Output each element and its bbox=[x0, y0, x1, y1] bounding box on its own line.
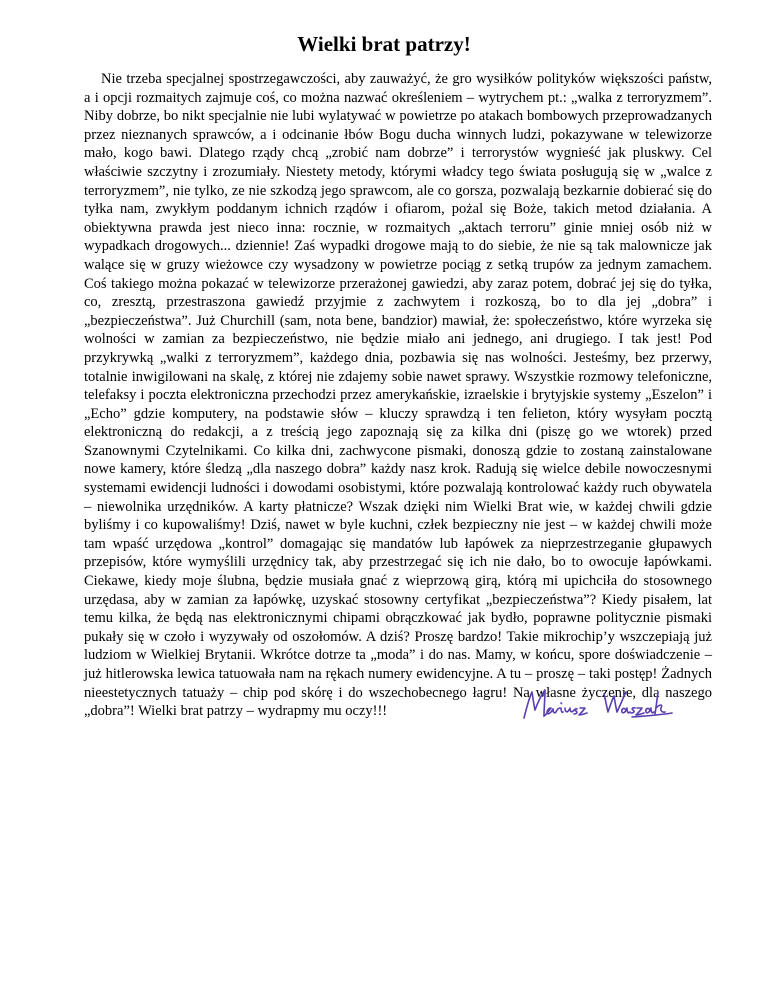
page-title: Wielki brat patrzy! bbox=[297, 32, 471, 56]
signature-image bbox=[520, 684, 692, 730]
handwritten-signature bbox=[520, 684, 692, 730]
article-body: Nie trzeba specjalnej spostrzegawczości, aby zauważyć, że gro wysiłków polityków większości państw, a i opcji rozmaitych zajmuje coś, co można nazwać określeniem – wytrychem pt.: „walka z terroryzmem”. Niby dobrze, bo nikt specjalnie nie lubi wylatywać w powietrze po atakach bombowych przeprowadzanych przez nieznanych sprawców, a i odcinanie łbów Bogu ducha winnych ludzi, pokazywane w telewizorze mało, kogo bawi. Dlatego rządy chcą „zrobić nam dobrze” i terrorystów wygnieść jak pluskwy. Cel właściwie szczytny i zrozumiały. Niestety metody, którymi władcy tego świata posługują się w „walce z terroryzmem”, nie tylko, ze nie szkodzą jego sprawcom, ale co gorsza, pozwalają bezkarnie dobierać się do tyłka nam, zwykłym poddanym ichnich rządów i ofiarom, pożal się Boże, takich metod działania. A obiektywna prawda jest nieco inna: rocznie, w rozmaitych „aktach terroru” ginie mniej osób niż w wypadkach drogowych... dziennie! Zaś wypadki drogowe mają to do siebie, że nie są tak malownicze jak walące się w gruzy wieżowce czy wysadzony w powietrze pociąg z setką trupów za jednym zamachem. Coś takiego można pokazać w telewizorze przerażonej gawiedzi, aby zaraz potem, dobrać jej się do tyłka, co, zresztą, przestraszona gawiedź przyjmie z zachwytem i rozkoszą, bo to dla jej „dobra” i „bezpieczeństwa”. Już Churchill (sam, nota bene, bandzior) mawiał, że: społeczeństwo, które wyrzeka się wolności w zamian za bezpieczeństwo, nie będzie miało ani jednego, ani drugiego. I tak jest! Pod przykrywką „walki z terroryzmem”, każdego dnia, pozbawia się nas wolności. Jesteśmy, bez przerwy, totalnie inwigilowani na skalę, z której nie zdajemy sobie nawet sprawy. Wszystkie rozmowy telefoniczne, telefaksy i poczta elektroniczna przechodzi przez amerykańskie, izraelskie i brytyjskie systemy „Eszelon” i „Echo” gdzie komputery, na podstawie słów – kluczy sprawdzą i ten felieton, który wysyłam pocztą elektroniczną do redakcji, a z treścią jego zapoznają się za kilka dni (piszę go we wtorek) przed Szanownymi Czytelnikami. Co kilka dni, zachwycone pismaki, donoszą gdzie to zostaną zainstalowane nowe kamery, które śledzą „dla naszego dobra” każdy nasz krok. Radują się wielce debile nowoczesnymi systemami ewidencji ludności i dowodami osobistymi, które pozwalają kontrolować każdy ruch obywatela – niewolnika urzędników. A karty płatnicze? Wszak dzięki nim Wielki Brat wie, w każdej chwili gdzie byliśmy i co kupowaliśmy! Dziś, nawet w byle kuchni, człek bezpieczny nie jest – w każdej chwili może tam wpaść urzędowa „kontrol” domagając się mandatów lub łapówek za nieprzestrzeganie głupawych przepisów, które wymyślili urzędnicy tak, aby przestrzegać się ich nie dało, bo to owocuje łapówkami. Ciekawe, kiedy moje ślubna, będzie musiała gnać z wieprzową girą, którą mi upichciła do stosownego urzędasa, aby w zamian za łapówkę, uzyskać stosowny certyfikat „bezpieczeństwa”? Kiedy pisałem, lat temu kilka, że będą nas elektronicznymi chipami obrączkować jak bydło, poprawne politycznie pismaki pukały się w czoło i wyzywały od oszołomów. A dziś? Proszę bardzo! Takie mikrochip’y wszczepiają już ludziom w Wielkiej Brytanii. Wkrótce dotrze ta „moda” i do nas. Mamy, w końcu, spore doświadczenie – już hitlerowska lewica tatuowała nam na rękach numery ewidencyjne. A tu – proszę – taki postęp! Żadnych nieestetycznych tatuaży – chip pod skórę i do wszechobecnego łagru! Na własne życzenie, dla naszego „dobra”! Wielki brat patrzy – wydrapmy mu oczy!!! bbox=[84, 71, 712, 720]
